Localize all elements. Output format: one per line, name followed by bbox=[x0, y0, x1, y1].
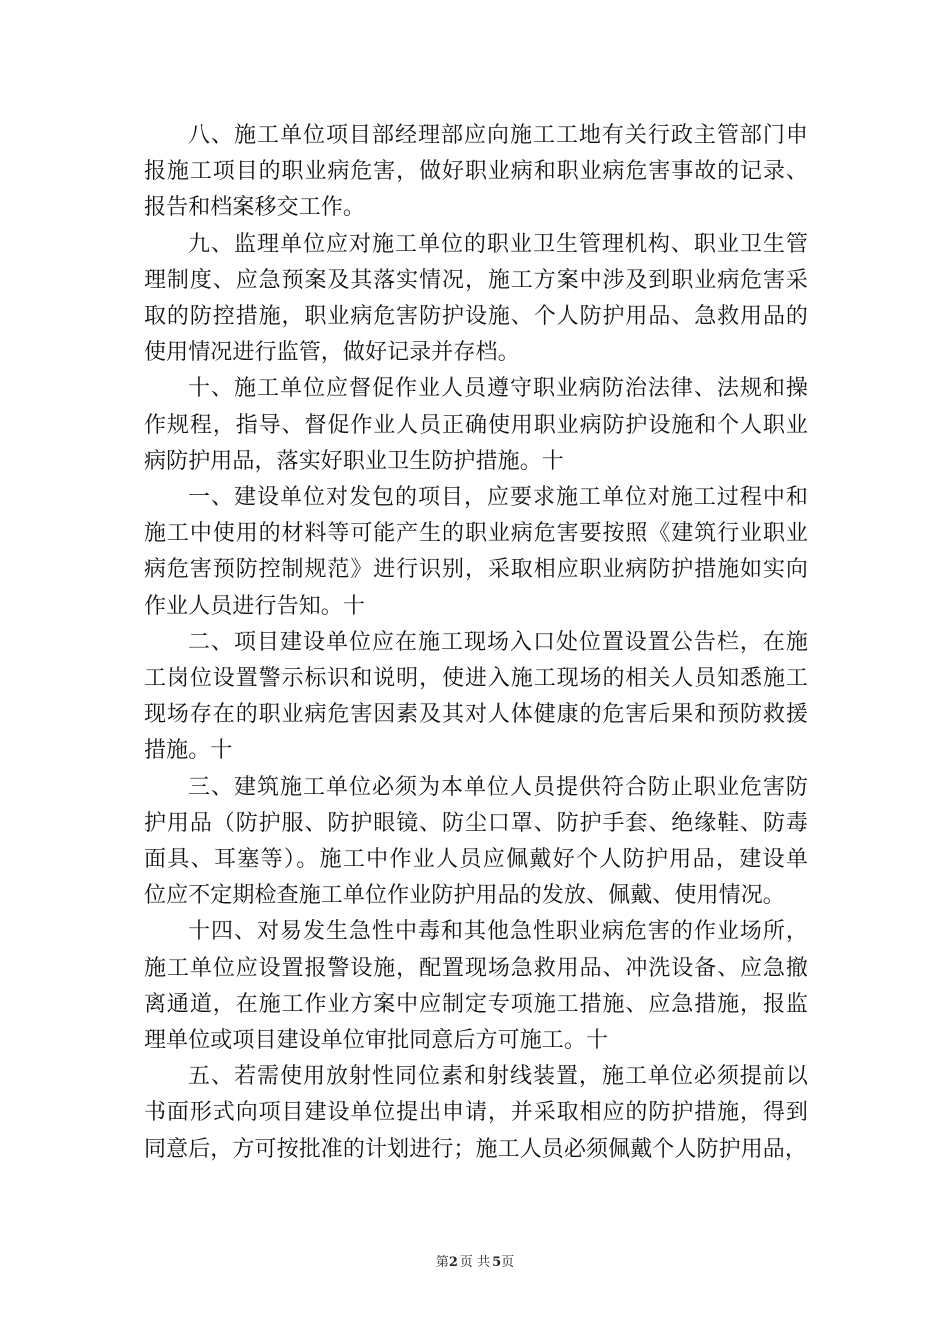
paragraph bbox=[144, 480, 808, 625]
paragraph-line: 病防护用品，落实好职业卫生防护措施。十 bbox=[144, 448, 564, 474]
paragraph-line: 九、监理单位应对施工单位的职业卫生管理机构、职业卫生管 bbox=[188, 231, 808, 257]
paragraph-line: 八、施工单位项目部经理部应向施工工地有关行政主管部门申 bbox=[188, 123, 808, 148]
paragraph-line: 报告和档案移交工作。 bbox=[144, 195, 366, 221]
paragraph bbox=[144, 227, 808, 372]
paragraph-line: 面具、耳塞等）。施工中作业人员应佩戴好个人防护用品，建设单 bbox=[144, 847, 808, 873]
paragraph bbox=[144, 1059, 808, 1168]
paragraph-line: 作规程，指导、督促作业人员正确使用职业病防护设施和个人职业 bbox=[144, 412, 808, 438]
paragraph-line: 理制度、应急预案及其落实情况，施工方案中涉及到职业病危害采 bbox=[144, 267, 808, 293]
paragraph bbox=[144, 625, 808, 770]
total-page-count: 5 bbox=[492, 1255, 502, 1270]
paragraph-line: 作业人员进行告知。十 bbox=[144, 593, 366, 619]
paragraph-line: 病危害预防控制规范》进行识别，采取相应职业病防护措施如实向 bbox=[144, 557, 808, 583]
paragraph-line: 十四、对易发生急性中毒和其他急性职业病危害的作业场所， bbox=[188, 919, 808, 945]
paragraph-line: 书面形式向项目建设单位提出申请，并采取相应的防护措施，得到 bbox=[144, 1100, 808, 1126]
paragraph-line: 施工中使用的材料等可能产生的职业病危害要按照《建筑行业职业 bbox=[144, 521, 808, 547]
paragraph bbox=[144, 770, 808, 915]
paragraph bbox=[144, 914, 808, 1059]
paragraph-line: 位应不定期检查施工单位作业防护用品的发放、佩戴、使用情况。 bbox=[144, 883, 785, 909]
page-footer bbox=[0, 1251, 950, 1270]
paragraph-line: 现场存在的职业病危害因素及其对人体健康的危害后果和预防救援 bbox=[144, 702, 808, 728]
paragraph-line: 同意后，方可按批准的计划进行；施工人员必须佩戴个人防护用品， bbox=[144, 1136, 808, 1162]
paragraph-line: 一、建设单位对发包的项目，应要求施工单位对施工过程中和 bbox=[188, 485, 808, 511]
paragraph-line: 取的防控措施，职业病危害防护设施、个人防护用品、急救用品的 bbox=[144, 304, 808, 330]
paragraph-line: 离通道，在施工作业方案中应制定专项施工措施、应急措施，报监 bbox=[144, 991, 808, 1017]
paragraph bbox=[144, 118, 808, 227]
paragraph-line: 工岗位设置警示标识和说明，使进入施工现场的相关人员知悉施工 bbox=[144, 666, 808, 692]
document-body bbox=[144, 118, 808, 1168]
paragraph bbox=[144, 371, 808, 480]
footer-middle: 页 共 bbox=[459, 1255, 491, 1270]
paragraph-line: 施工单位应设置报警设施，配置现场急救用品、冲洗设备、应急撤 bbox=[144, 955, 808, 981]
paragraph-line: 二、项目建设单位应在施工现场入口处位置设置公告栏，在施 bbox=[188, 629, 808, 655]
paragraph-line: 使用情况进行监管，做好记录并存档。 bbox=[144, 340, 520, 366]
current-page-number: 2 bbox=[448, 1255, 458, 1270]
paragraph-line: 三、建筑施工单位必须为本单位人员提供符合防止职业危害防 bbox=[188, 774, 808, 800]
paragraph-line: 报施工项目的职业病危害，做好职业病和职业病危害事故的记录、 bbox=[144, 159, 808, 185]
footer-prefix: 第 bbox=[435, 1255, 449, 1270]
paragraph-line: 措施。十 bbox=[144, 738, 233, 764]
footer-suffix: 页 bbox=[501, 1255, 515, 1270]
paragraph-line: 十、施工单位应督促作业人员遵守职业病防治法律、法规和操 bbox=[188, 376, 808, 402]
paragraph-line: 理单位或项目建设单位审批同意后方可施工。十 bbox=[144, 1028, 609, 1054]
paragraph-line: 护用品（防护服、防护眼镜、防尘口罩、防护手套、绝缘鞋、防毒 bbox=[144, 810, 808, 836]
paragraph-line: 五、若需使用放射性同位素和射线装置，施工单位必须提前以 bbox=[188, 1064, 808, 1090]
